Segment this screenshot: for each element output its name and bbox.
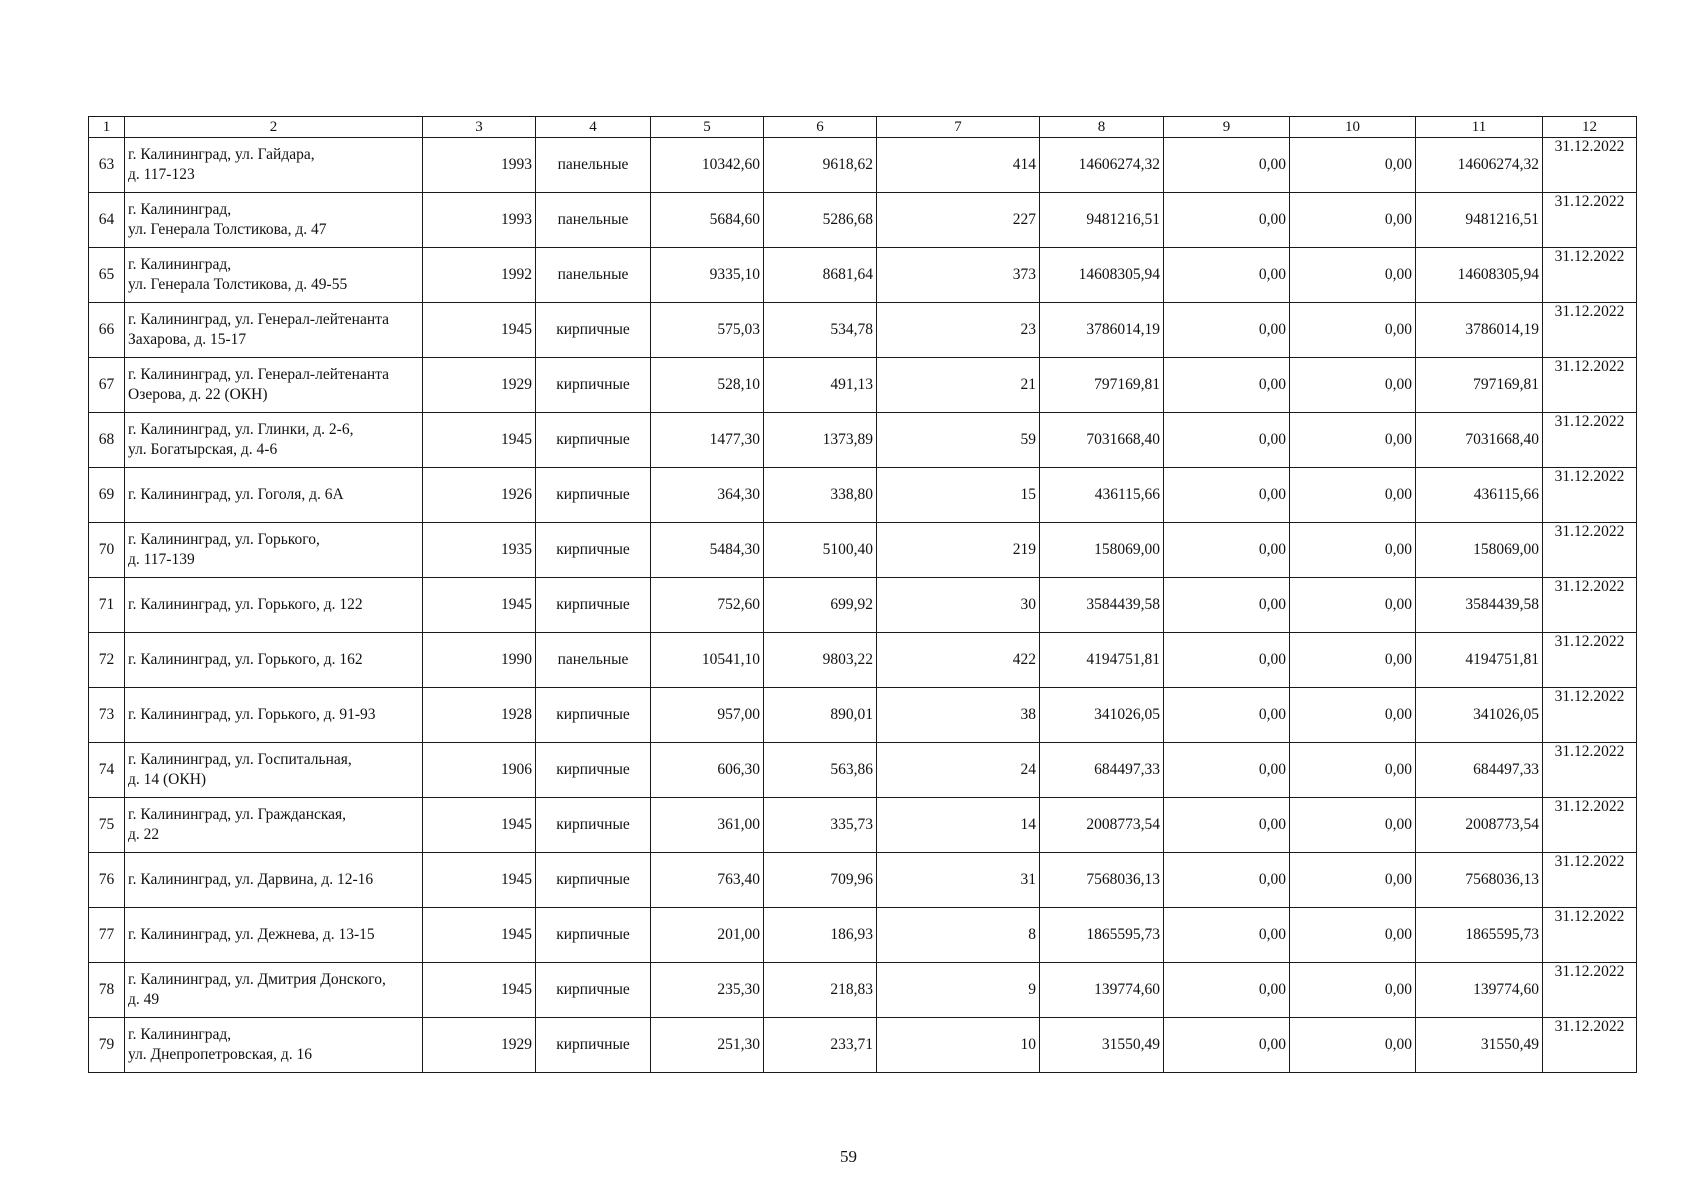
value-cell-9: 0,00 — [1164, 138, 1290, 193]
address-cell: г. Калининград, ул. Горького, д. 122 — [125, 578, 423, 633]
year-cell: 1945 — [423, 303, 536, 358]
table-row — [89, 908, 1637, 963]
value-cell-11: 14608305,94 — [1416, 248, 1543, 303]
column-header: 12 — [1543, 117, 1637, 138]
value-cell-5: 752,60 — [651, 578, 764, 633]
value-cell-5: 1477,30 — [651, 413, 764, 468]
wall-material-cell: кирпичные — [536, 523, 651, 578]
table-row — [89, 413, 1637, 468]
table-row — [89, 853, 1637, 908]
row-number: 70 — [89, 523, 125, 578]
value-cell-8: 139774,60 — [1040, 963, 1164, 1018]
year-cell: 1993 — [423, 138, 536, 193]
value-cell-7: 8 — [877, 908, 1040, 963]
year-cell: 1935 — [423, 523, 536, 578]
value-cell-9: 0,00 — [1164, 358, 1290, 413]
value-cell-10: 0,00 — [1290, 798, 1416, 853]
year-cell: 1945 — [423, 578, 536, 633]
wall-material-cell: кирпичные — [536, 908, 651, 963]
wall-material-cell: кирпичные — [536, 963, 651, 1018]
value-cell-8: 4194751,81 — [1040, 633, 1164, 688]
value-cell-7: 30 — [877, 578, 1040, 633]
value-cell-10: 0,00 — [1290, 743, 1416, 798]
value-cell-9: 0,00 — [1164, 633, 1290, 688]
year-cell: 1945 — [423, 413, 536, 468]
wall-material-cell: кирпичные — [536, 743, 651, 798]
date-cell: 31.12.2022 — [1543, 1018, 1637, 1073]
date-cell: 31.12.2022 — [1543, 798, 1637, 853]
value-cell-7: 9 — [877, 963, 1040, 1018]
address-cell: г. Калининград, ул. Генерал-лейтенанта Захарова, д. 15-17 — [125, 303, 423, 358]
value-cell-7: 219 — [877, 523, 1040, 578]
value-cell-5: 9335,10 — [651, 248, 764, 303]
value-cell-9: 0,00 — [1164, 523, 1290, 578]
value-cell-7: 38 — [877, 688, 1040, 743]
table-row — [89, 633, 1637, 688]
year-cell: 1945 — [423, 798, 536, 853]
value-cell-6: 233,71 — [764, 1018, 877, 1073]
year-cell: 1990 — [423, 633, 536, 688]
value-cell-8: 9481216,51 — [1040, 193, 1164, 248]
value-cell-6: 491,13 — [764, 358, 877, 413]
row-number: 69 — [89, 468, 125, 523]
value-cell-5: 251,30 — [651, 1018, 764, 1073]
value-cell-6: 1373,89 — [764, 413, 877, 468]
value-cell-9: 0,00 — [1164, 963, 1290, 1018]
address-cell: г. Калининград, ул. Гайдара, д. 117-123 — [125, 138, 423, 193]
date-cell: 31.12.2022 — [1543, 908, 1637, 963]
row-number: 64 — [89, 193, 125, 248]
value-cell-10: 0,00 — [1290, 413, 1416, 468]
value-cell-9: 0,00 — [1164, 193, 1290, 248]
wall-material-cell: кирпичные — [536, 358, 651, 413]
value-cell-6: 186,93 — [764, 908, 877, 963]
address-cell: г. Калининград, ул. Днепропетровская, д. 16 — [125, 1018, 423, 1073]
value-cell-11: 14606274,32 — [1416, 138, 1543, 193]
wall-material-cell: панельные — [536, 248, 651, 303]
wall-material-cell: кирпичные — [536, 468, 651, 523]
date-cell: 31.12.2022 — [1543, 193, 1637, 248]
value-cell-6: 9618,62 — [764, 138, 877, 193]
value-cell-11: 31550,49 — [1416, 1018, 1543, 1073]
value-cell-9: 0,00 — [1164, 303, 1290, 358]
value-cell-5: 575,03 — [651, 303, 764, 358]
value-cell-11: 9481216,51 — [1416, 193, 1543, 248]
row-number: 79 — [89, 1018, 125, 1073]
date-cell: 31.12.2022 — [1543, 248, 1637, 303]
wall-material-cell: кирпичные — [536, 413, 651, 468]
value-cell-10: 0,00 — [1290, 1018, 1416, 1073]
value-cell-7: 23 — [877, 303, 1040, 358]
wall-material-cell: кирпичные — [536, 1018, 651, 1073]
table-row — [89, 193, 1637, 248]
date-cell: 31.12.2022 — [1543, 358, 1637, 413]
value-cell-8: 14606274,32 — [1040, 138, 1164, 193]
value-cell-11: 1865595,73 — [1416, 908, 1543, 963]
value-cell-5: 5484,30 — [651, 523, 764, 578]
row-number: 71 — [89, 578, 125, 633]
value-cell-7: 24 — [877, 743, 1040, 798]
value-cell-7: 227 — [877, 193, 1040, 248]
wall-material-cell: панельные — [536, 633, 651, 688]
value-cell-8: 3584439,58 — [1040, 578, 1164, 633]
address-cell: г. Калининград, ул. Генерал-лейтенанта Озерова, д. 22 (ОКН) — [125, 358, 423, 413]
row-number: 63 — [89, 138, 125, 193]
value-cell-8: 684497,33 — [1040, 743, 1164, 798]
value-cell-10: 0,00 — [1290, 908, 1416, 963]
value-cell-8: 158069,00 — [1040, 523, 1164, 578]
year-cell: 1993 — [423, 193, 536, 248]
value-cell-9: 0,00 — [1164, 578, 1290, 633]
value-cell-10: 0,00 — [1290, 578, 1416, 633]
value-cell-7: 10 — [877, 1018, 1040, 1073]
table-row — [89, 743, 1637, 798]
value-cell-5: 10342,60 — [651, 138, 764, 193]
value-cell-10: 0,00 — [1290, 633, 1416, 688]
value-cell-11: 341026,05 — [1416, 688, 1543, 743]
address-cell: г. Калининград, ул. Дмитрия Донского, д. 49 — [125, 963, 423, 1018]
column-header: 2 — [125, 117, 423, 138]
year-cell: 1929 — [423, 1018, 536, 1073]
column-header: 8 — [1040, 117, 1164, 138]
value-cell-11: 797169,81 — [1416, 358, 1543, 413]
row-number: 73 — [89, 688, 125, 743]
value-cell-6: 9803,22 — [764, 633, 877, 688]
table-body — [89, 138, 1637, 1073]
value-cell-10: 0,00 — [1290, 138, 1416, 193]
address-cell: г. Калининград, ул. Горького, д. 117-139 — [125, 523, 423, 578]
value-cell-8: 31550,49 — [1040, 1018, 1164, 1073]
value-cell-8: 14608305,94 — [1040, 248, 1164, 303]
value-cell-10: 0,00 — [1290, 303, 1416, 358]
year-cell: 1926 — [423, 468, 536, 523]
value-cell-8: 1865595,73 — [1040, 908, 1164, 963]
value-cell-6: 890,01 — [764, 688, 877, 743]
value-cell-5: 235,30 — [651, 963, 764, 1018]
row-number: 76 — [89, 853, 125, 908]
value-cell-6: 709,96 — [764, 853, 877, 908]
value-cell-10: 0,00 — [1290, 688, 1416, 743]
date-cell: 31.12.2022 — [1543, 853, 1637, 908]
value-cell-9: 0,00 — [1164, 1018, 1290, 1073]
column-header: 10 — [1290, 117, 1416, 138]
value-cell-10: 0,00 — [1290, 248, 1416, 303]
value-cell-11: 2008773,54 — [1416, 798, 1543, 853]
year-cell: 1906 — [423, 743, 536, 798]
value-cell-5: 10541,10 — [651, 633, 764, 688]
row-number: 65 — [89, 248, 125, 303]
table-row — [89, 798, 1637, 853]
value-cell-9: 0,00 — [1164, 468, 1290, 523]
wall-material-cell: кирпичные — [536, 853, 651, 908]
table-row — [89, 688, 1637, 743]
row-number: 66 — [89, 303, 125, 358]
row-number: 75 — [89, 798, 125, 853]
value-cell-7: 15 — [877, 468, 1040, 523]
value-cell-11: 4194751,81 — [1416, 633, 1543, 688]
year-cell: 1992 — [423, 248, 536, 303]
value-cell-9: 0,00 — [1164, 413, 1290, 468]
date-cell: 31.12.2022 — [1543, 963, 1637, 1018]
address-cell: г. Калининград, ул. Госпитальная, д. 14 (ОКН) — [125, 743, 423, 798]
address-cell: г. Калининград, ул. Генерала Толстикова, д. 49-55 — [125, 248, 423, 303]
date-cell: 31.12.2022 — [1543, 468, 1637, 523]
value-cell-5: 201,00 — [651, 908, 764, 963]
row-number: 78 — [89, 963, 125, 1018]
value-cell-9: 0,00 — [1164, 688, 1290, 743]
column-header: 7 — [877, 117, 1040, 138]
value-cell-5: 957,00 — [651, 688, 764, 743]
address-cell: г. Калининград, ул. Глинки, д. 2-6, ул. Богатырская, д. 4-6 — [125, 413, 423, 468]
date-cell: 31.12.2022 — [1543, 413, 1637, 468]
wall-material-cell: панельные — [536, 138, 651, 193]
value-cell-11: 7568036,13 — [1416, 853, 1543, 908]
column-header: 1 — [89, 117, 125, 138]
value-cell-11: 436115,66 — [1416, 468, 1543, 523]
value-cell-6: 5286,68 — [764, 193, 877, 248]
value-cell-7: 59 — [877, 413, 1040, 468]
address-cell: г. Калининград, ул. Гражданская, д. 22 — [125, 798, 423, 853]
value-cell-10: 0,00 — [1290, 193, 1416, 248]
table-row — [89, 248, 1637, 303]
value-cell-5: 364,30 — [651, 468, 764, 523]
value-cell-6: 218,83 — [764, 963, 877, 1018]
value-cell-6: 5100,40 — [764, 523, 877, 578]
value-cell-11: 139774,60 — [1416, 963, 1543, 1018]
value-cell-8: 2008773,54 — [1040, 798, 1164, 853]
page-number: 59 — [840, 1147, 857, 1166]
table-row — [89, 138, 1637, 193]
column-header: 5 — [651, 117, 764, 138]
value-cell-9: 0,00 — [1164, 853, 1290, 908]
row-number: 77 — [89, 908, 125, 963]
value-cell-9: 0,00 — [1164, 908, 1290, 963]
date-cell: 31.12.2022 — [1543, 688, 1637, 743]
value-cell-6: 335,73 — [764, 798, 877, 853]
date-cell: 31.12.2022 — [1543, 578, 1637, 633]
wall-material-cell: кирпичные — [536, 688, 651, 743]
wall-material-cell: кирпичные — [536, 798, 651, 853]
wall-material-cell: панельные — [536, 193, 651, 248]
value-cell-6: 338,80 — [764, 468, 877, 523]
wall-material-cell: кирпичные — [536, 578, 651, 633]
value-cell-7: 14 — [877, 798, 1040, 853]
value-cell-8: 7568036,13 — [1040, 853, 1164, 908]
address-cell: г. Калининград, ул. Генерала Толстикова, д. 47 — [125, 193, 423, 248]
date-cell: 31.12.2022 — [1543, 303, 1637, 358]
value-cell-5: 606,30 — [651, 743, 764, 798]
value-cell-7: 21 — [877, 358, 1040, 413]
value-cell-10: 0,00 — [1290, 523, 1416, 578]
value-cell-5: 5684,60 — [651, 193, 764, 248]
date-cell: 31.12.2022 — [1543, 743, 1637, 798]
value-cell-11: 158069,00 — [1416, 523, 1543, 578]
year-cell: 1945 — [423, 853, 536, 908]
column-header: 9 — [1164, 117, 1290, 138]
value-cell-11: 3786014,19 — [1416, 303, 1543, 358]
column-header: 3 — [423, 117, 536, 138]
date-cell: 31.12.2022 — [1543, 633, 1637, 688]
address-cell: г. Калининград, ул. Дежнева, д. 13-15 — [125, 908, 423, 963]
column-header: 11 — [1416, 117, 1543, 138]
value-cell-9: 0,00 — [1164, 798, 1290, 853]
value-cell-10: 0,00 — [1290, 963, 1416, 1018]
address-cell: г. Калининград, ул. Горького, д. 91-93 — [125, 688, 423, 743]
value-cell-8: 3786014,19 — [1040, 303, 1164, 358]
table-row — [89, 578, 1637, 633]
row-number: 67 — [89, 358, 125, 413]
value-cell-11: 7031668,40 — [1416, 413, 1543, 468]
housing-register-table — [88, 116, 1637, 1073]
value-cell-5: 528,10 — [651, 358, 764, 413]
value-cell-5: 361,00 — [651, 798, 764, 853]
value-cell-7: 422 — [877, 633, 1040, 688]
column-header: 4 — [536, 117, 651, 138]
value-cell-6: 534,78 — [764, 303, 877, 358]
value-cell-11: 684497,33 — [1416, 743, 1543, 798]
row-number: 68 — [89, 413, 125, 468]
date-cell: 31.12.2022 — [1543, 523, 1637, 578]
value-cell-7: 31 — [877, 853, 1040, 908]
value-cell-6: 8681,64 — [764, 248, 877, 303]
address-cell: г. Калининград, ул. Горького, д. 162 — [125, 633, 423, 688]
row-number: 74 — [89, 743, 125, 798]
value-cell-7: 414 — [877, 138, 1040, 193]
table-row — [89, 1018, 1637, 1073]
value-cell-11: 3584439,58 — [1416, 578, 1543, 633]
value-cell-6: 563,86 — [764, 743, 877, 798]
value-cell-9: 0,00 — [1164, 248, 1290, 303]
value-cell-10: 0,00 — [1290, 358, 1416, 413]
table-row — [89, 358, 1637, 413]
table-row — [89, 468, 1637, 523]
date-cell: 31.12.2022 — [1543, 138, 1637, 193]
year-cell: 1945 — [423, 908, 536, 963]
wall-material-cell: кирпичные — [536, 303, 651, 358]
year-cell: 1929 — [423, 358, 536, 413]
column-number-row — [89, 117, 1637, 138]
value-cell-9: 0,00 — [1164, 743, 1290, 798]
value-cell-8: 341026,05 — [1040, 688, 1164, 743]
row-number: 72 — [89, 633, 125, 688]
value-cell-10: 0,00 — [1290, 468, 1416, 523]
value-cell-6: 699,92 — [764, 578, 877, 633]
address-cell: г. Калининград, ул. Гоголя, д. 6А — [125, 468, 423, 523]
value-cell-8: 7031668,40 — [1040, 413, 1164, 468]
value-cell-8: 436115,66 — [1040, 468, 1164, 523]
value-cell-5: 763,40 — [651, 853, 764, 908]
year-cell: 1928 — [423, 688, 536, 743]
table-row — [89, 963, 1637, 1018]
column-header: 6 — [764, 117, 877, 138]
year-cell: 1945 — [423, 963, 536, 1018]
value-cell-7: 373 — [877, 248, 1040, 303]
table-row — [89, 523, 1637, 578]
value-cell-8: 797169,81 — [1040, 358, 1164, 413]
value-cell-10: 0,00 — [1290, 853, 1416, 908]
address-cell: г. Калининград, ул. Дарвина, д. 12-16 — [125, 853, 423, 908]
table-row — [89, 303, 1637, 358]
